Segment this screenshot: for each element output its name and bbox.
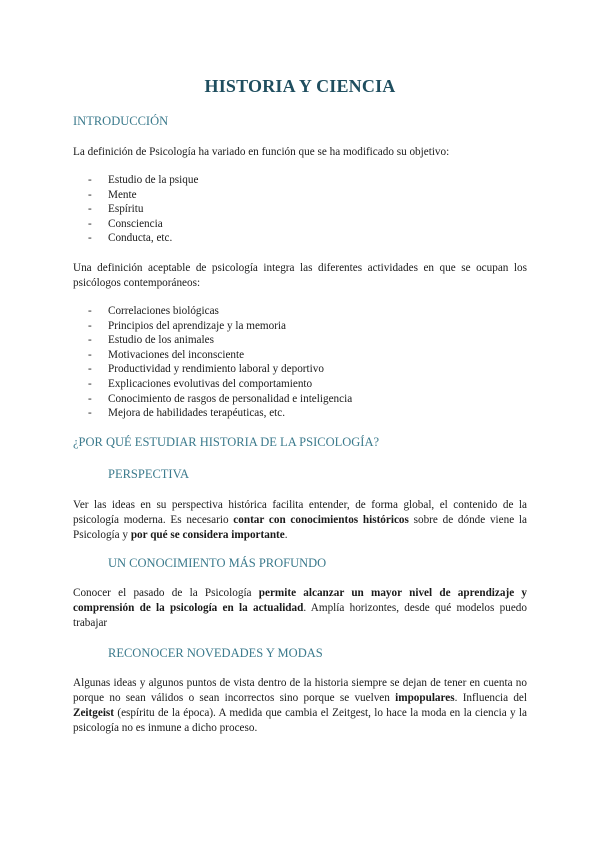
- bold-text: impopulares: [395, 692, 455, 704]
- intro-paragraph-1: La definición de Psicología ha variado en función que se ha modificado su objetivo:: [73, 146, 450, 158]
- list-item: - Mente: [88, 188, 198, 203]
- list-item: - Conducta, etc.: [88, 231, 198, 246]
- text: Conocer el pasado de la Psicología: [73, 587, 259, 599]
- page-title: HISTORIA Y CIENCIA: [204, 76, 396, 96]
- text: sobre de dónde viene la Psicología y: [73, 514, 528, 541]
- list-item: - Consciencia: [88, 217, 198, 232]
- list-item: - Espíritu: [88, 202, 198, 217]
- subsection-heading-conocimiento: UN CONOCIMIENTO MÁS PROFUNDO: [108, 556, 327, 570]
- text: . Influencia del: [454, 692, 527, 704]
- list-item: - Conocimiento de rasgos de personalidad e inteligencia: [88, 392, 352, 407]
- bold-text: Zeitgeist: [73, 707, 115, 719]
- conocimiento-paragraph: [73, 586, 527, 631]
- section-heading-introduccion: INTRODUCCIÓN: [73, 114, 169, 128]
- bold-text: permite alcanzar un mayor nivel de aprendizaje y comprensión de la psicología en la actualidad: [73, 587, 527, 614]
- bold-text: por qué se considera importante: [130, 529, 285, 541]
- list-item: - Correlaciones biológicas: [88, 304, 352, 319]
- novedades-paragraph: [73, 676, 527, 736]
- text: . Amplía horizontes, desde qué modelos puedo trabajar: [73, 602, 527, 629]
- text: Algunas ideas y algunos puntos de vista dentro de la historia siempre se dejan de tener en cuenta no porque no sean válidos o sean incorrectos sino porque se vuelven: [73, 677, 527, 704]
- list-item: - Principios del aprendizaje y la memoria: [88, 319, 352, 334]
- objectives-list: [88, 173, 198, 246]
- list-item: - Mejora de habilidades terapéuticas, etc.: [88, 406, 352, 421]
- text: (espíritu de la época). A medida que cambia el Zeitgest, lo hace la moda en la ciencia y la psicología no es inmune a dicho proceso.: [73, 707, 527, 734]
- intro-paragraph-2: Una definición aceptable de psicología integra las diferentes actividades en que se ocupan los psicólogos contemporáneos:: [73, 262, 527, 289]
- subsection-heading-perspectiva: PERSPECTIVA: [108, 467, 190, 481]
- perspectiva-paragraph: [73, 498, 527, 543]
- section-heading-why-study: ¿POR QUÉ ESTUDIAR HISTORIA DE LA PSICOLOGÍA?: [73, 435, 380, 449]
- list-item: - Productividad y rendimiento laboral y deportivo: [88, 362, 352, 377]
- list-item: - Motivaciones del inconsciente: [88, 348, 352, 363]
- list-item: - Estudio de la psique: [88, 173, 198, 188]
- list-item: - Estudio de los animales: [88, 333, 352, 348]
- activities-list: [88, 304, 352, 421]
- text: .: [284, 529, 288, 541]
- text: Ver las ideas en su perspectiva histórica facilita entender, de forma global, el contenido de la psicología moderna. Es necesario: [73, 499, 527, 526]
- list-item: - Explicaciones evolutivas del comportamiento: [88, 377, 352, 392]
- subsection-heading-novedades: RECONOCER NOVEDADES Y MODAS: [108, 646, 323, 660]
- bold-text: contar con conocimientos históricos: [233, 514, 409, 526]
